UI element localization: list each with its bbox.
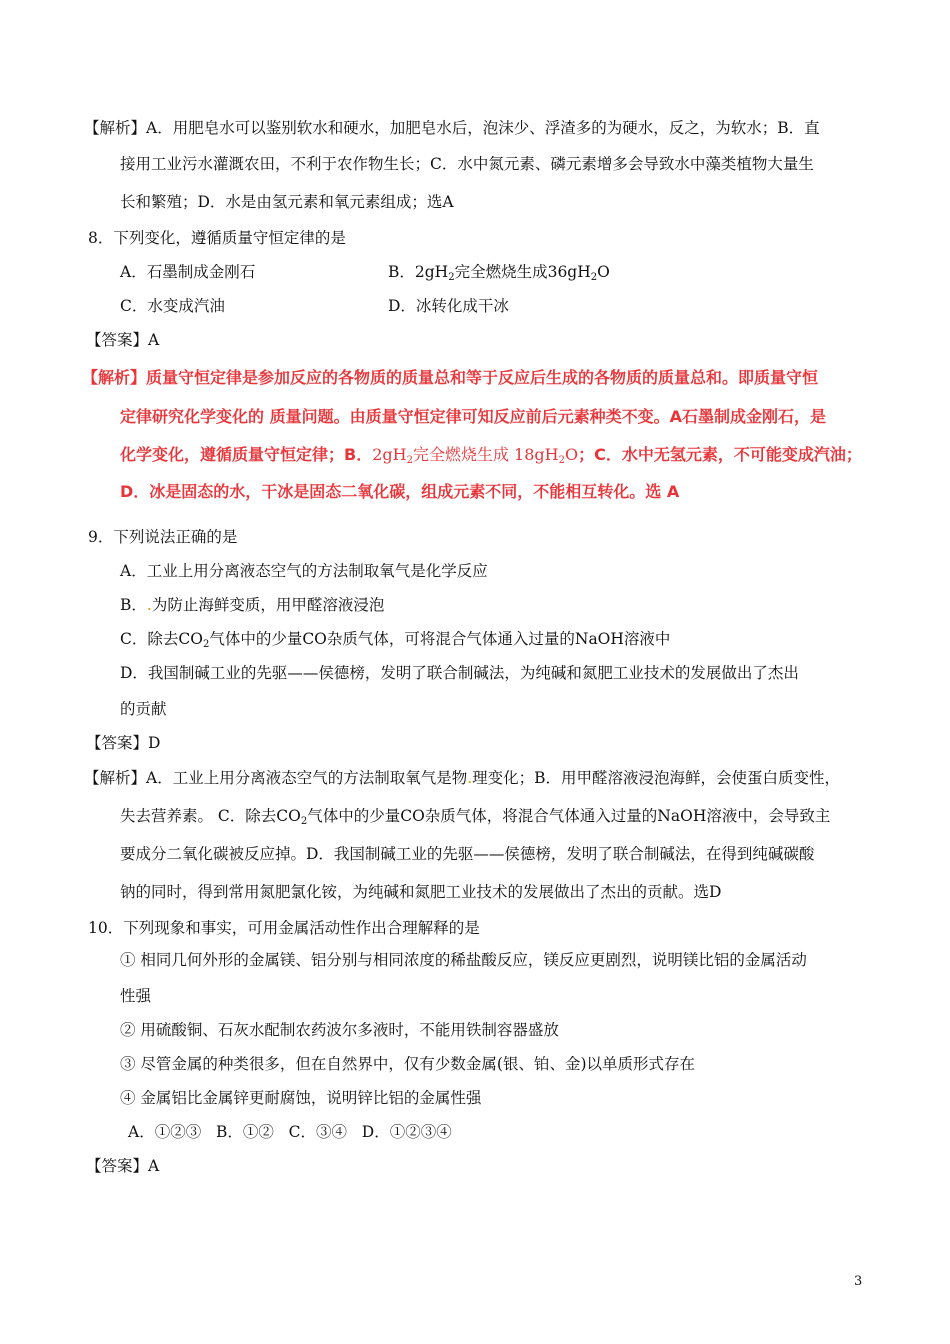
q10-item-1-line-1: ① 相同几何外形的金属镁、铝分别与相同浓度的稀盐酸反应，镁反应更剧烈，说明镁比铝的金属活动 [120,951,807,969]
q10-item-2: ② 用硫酸铜、石灰水配制农药波尔多液时，不能用铁制容器盛放 [120,1021,559,1039]
q9-option-c: C．除去$CO_2$气体中的少量CO杂质气体，可将混合气体通入过量的NaOH溶液中 [120,630,671,650]
q8-option-c: C．水变成汽油 [120,297,225,315]
q9-analysis-line-3: 要成分二氧化碳被反应掉。D．我国制碱工业的先驱——侯德榜，发明了联合制碱法，在得到纯碱碳酸 [120,845,815,863]
q10-answer: 【答案】A [86,1157,160,1175]
q9-analysis-line-1: 【解析】A．工业上用分离液态空气的方法制取氧气是物.理变化；B．用甲醛溶液浸泡海鲜，会使蛋白质变性， [84,769,841,787]
q7-analysis-line-2: 接用工业污水灌溉农田，不利于农作物生长；C．水中氮元素、磷元素增多会导致水中藻类植物大量生 [120,155,814,173]
q9-analysis-line-2: 失去营养素。 C．除去$CO_2$气体中的少量CO杂质气体，将混合气体通入过量的NaOH溶液中，会导致主 [120,807,831,827]
q9-answer: 【答案】D [86,734,161,752]
q7-analysis-line-3: 长和繁殖；D．水是由氢元素和氧元素组成；选A [120,193,454,211]
q8-option-b: B．$2gH_2$完全燃烧生成$36gH_2O$ [388,263,610,283]
q9-option-b: B．.为防止海鲜变质，用甲醛溶液浸泡 [120,596,385,614]
q8-answer: 【答案】A [86,331,160,349]
q8-option-d: D．冰转化成干冰 [388,297,509,315]
q9-option-a: A．工业上用分离液态空气的方法制取氧气是化学反应 [120,562,488,580]
q10-item-1-line-2: 性强 [120,987,152,1005]
q8-option-a: A．石墨制成金刚石 [120,263,256,281]
q10-item-3: ③ 尽管金属的种类很多，但在自然界中，仅有少数金属(银、铂、金)以单质形式存在 [120,1055,696,1073]
q10-options: A．①②③ B．①② C．③④ D．①②③④ [128,1123,452,1141]
page-number: 3 [854,1274,863,1289]
q8-analysis-line-2: 定律研究化学变化的 质量问题。由质量守恒定律可知反应前后元素种类不变。A石墨制成金刚石，是 [120,407,826,426]
q8-analysis-line-3: 化学变化，遵循质量守恒定律；B．$2gH_2$完全燃烧生成 $18gH_2O$；C．水中无氢元素，不可能变成汽油； [120,445,862,466]
q10-stem: 10．下列现象和事实，可用金属活动性作出合理解释的是 [88,919,480,937]
q9-option-d-line-1: D．我国制碱工业的先驱——侯德榜，发明了联合制碱法，为纯碱和氮肥工业技术的发展做出了杰出 [120,664,799,682]
q8-stem: 8．下列变化，遵循质量守恒定律的是 [88,229,346,247]
q8-analysis-line-4: D．冰是固态的水，干冰是固态二氧化碳，组成元素不同，不能相互转化。选 A [120,482,680,501]
q9-stem: 9．下列说法正确的是 [88,528,238,546]
q9-option-d-line-2: 的贡献 [120,700,167,718]
q9-analysis-line-4: 钠的同时，得到常用氮肥氯化铵，为纯碱和氮肥工业技术的发展做出了杰出的贡献。选D [120,883,722,901]
q7-analysis-line-1: 【解析】A．用肥皂水可以鉴别软水和硬水，加肥皂水后，泡沫少、浮渣多的为硬水，反之，为软水；B．直 [84,119,820,137]
q10-item-4: ④ 金属铝比金属锌更耐腐蚀，说明锌比铝的金属性强 [120,1089,482,1107]
q8-analysis-line-1: 【解析】质量守恒定律是参加反应的各物质的质量总和等于反应后生成的各物质的质量总和。即质量守恒 [82,368,819,387]
